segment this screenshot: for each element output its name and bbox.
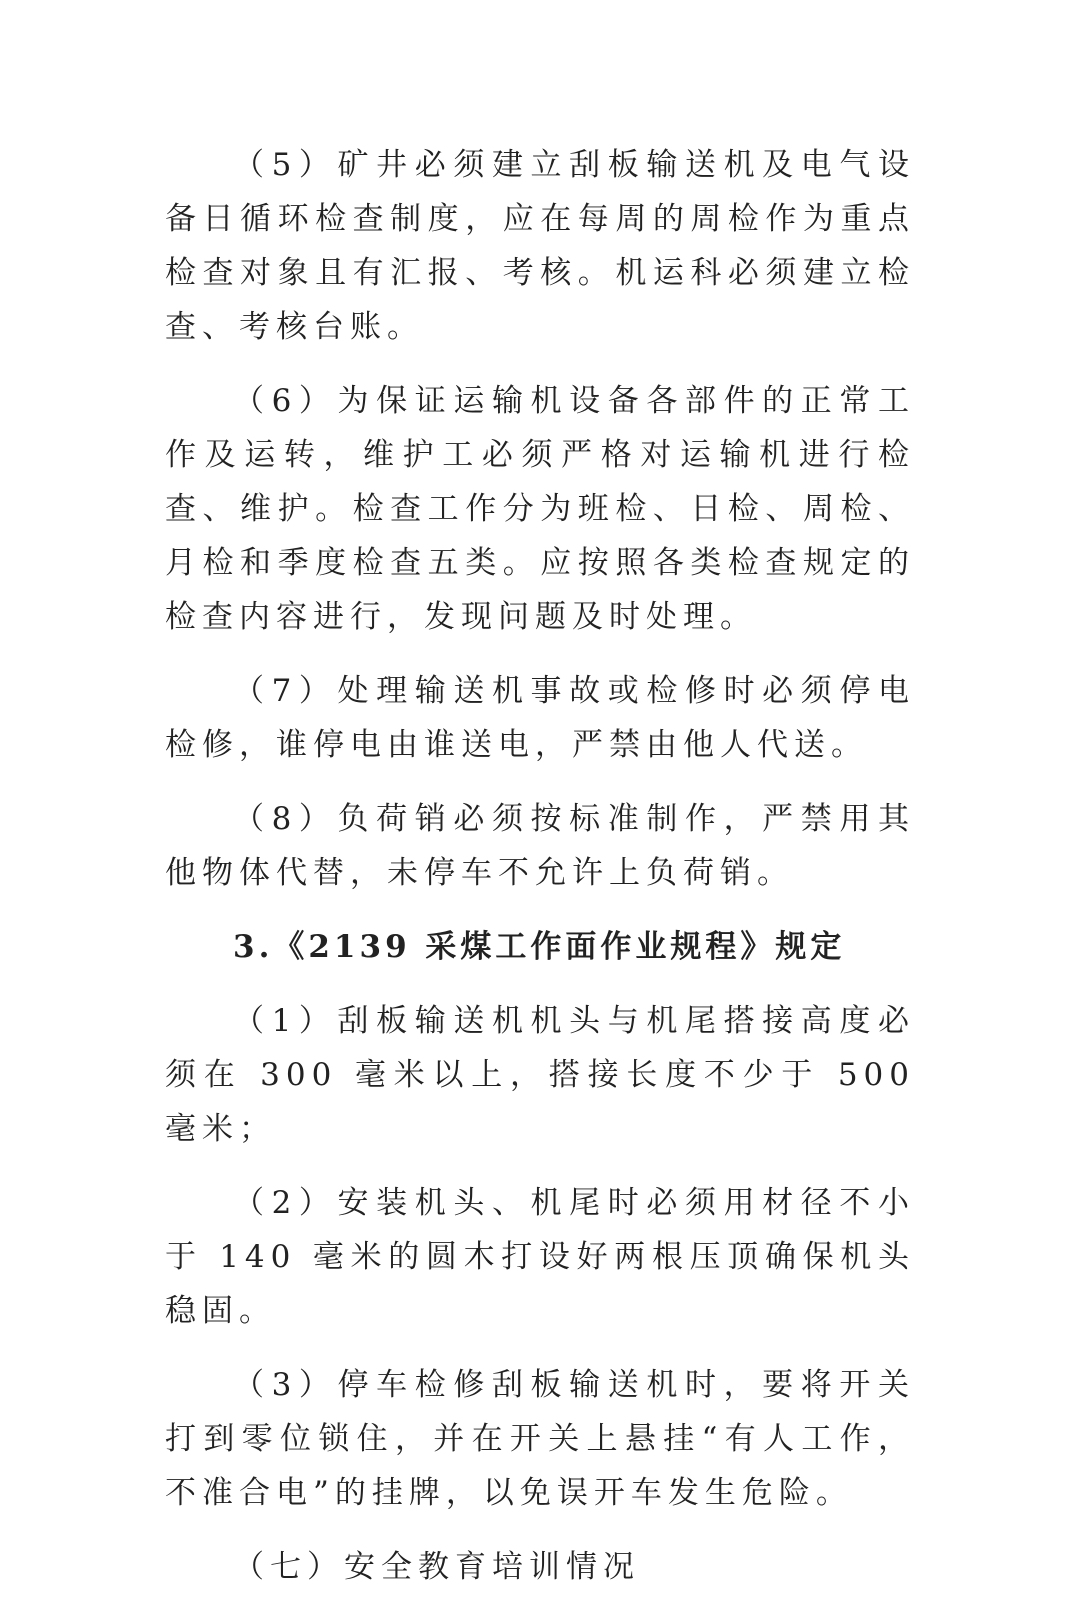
paragraph-item-5: （5）矿井必须建立刮板输送机及电气设备日循环检查制度，应在每周的周检作为重点检查对象且有汇报、考核。机运科必须建立检查、考核台账。 bbox=[165, 147, 915, 345]
paragraph-rule-3: （3）停车检修刮板输送机时，要将开关打到零位锁住，并在开关上悬挂“有人工作，不准合电”的挂牌，以免误开车发生危险。 bbox=[165, 1367, 915, 1511]
paragraph-item-8: （8）负荷销必须按标准制作，严禁用其他物体代替，未停车不允许上负荷销。 bbox=[165, 801, 915, 891]
document-page bbox=[165, 138, 915, 1614]
paragraph-item-6: （6）为保证运输机设备各部件的正常工作及运转，维护工必须严格对运输机进行检查、维护。检查工作分为班检、日检、周检、月检和季度检查五类。应按照各类检查规定的检查内容进行，发现问题及时处理。 bbox=[165, 383, 915, 635]
paragraph-rule-1: （1）刮板输送机机头与机尾搭接高度必须在 300 毫米以上，搭接长度不少于 500 毫米； bbox=[165, 1003, 915, 1147]
section-heading-training: （七）安全教育培训情况 bbox=[233, 1549, 640, 1585]
section-heading-regulation: 3.《2139 采煤工作面作业规程》规定 bbox=[233, 929, 846, 965]
paragraph-rule-2: （2）安装机头、机尾时必须用材径不小于 140 毫米的圆木打设好两根压顶确保机头稳固。 bbox=[165, 1185, 915, 1329]
paragraph-item-7: （7）处理输送机事故或检修时必须停电检修，谁停电由谁送电，严禁由他人代送。 bbox=[165, 673, 915, 763]
